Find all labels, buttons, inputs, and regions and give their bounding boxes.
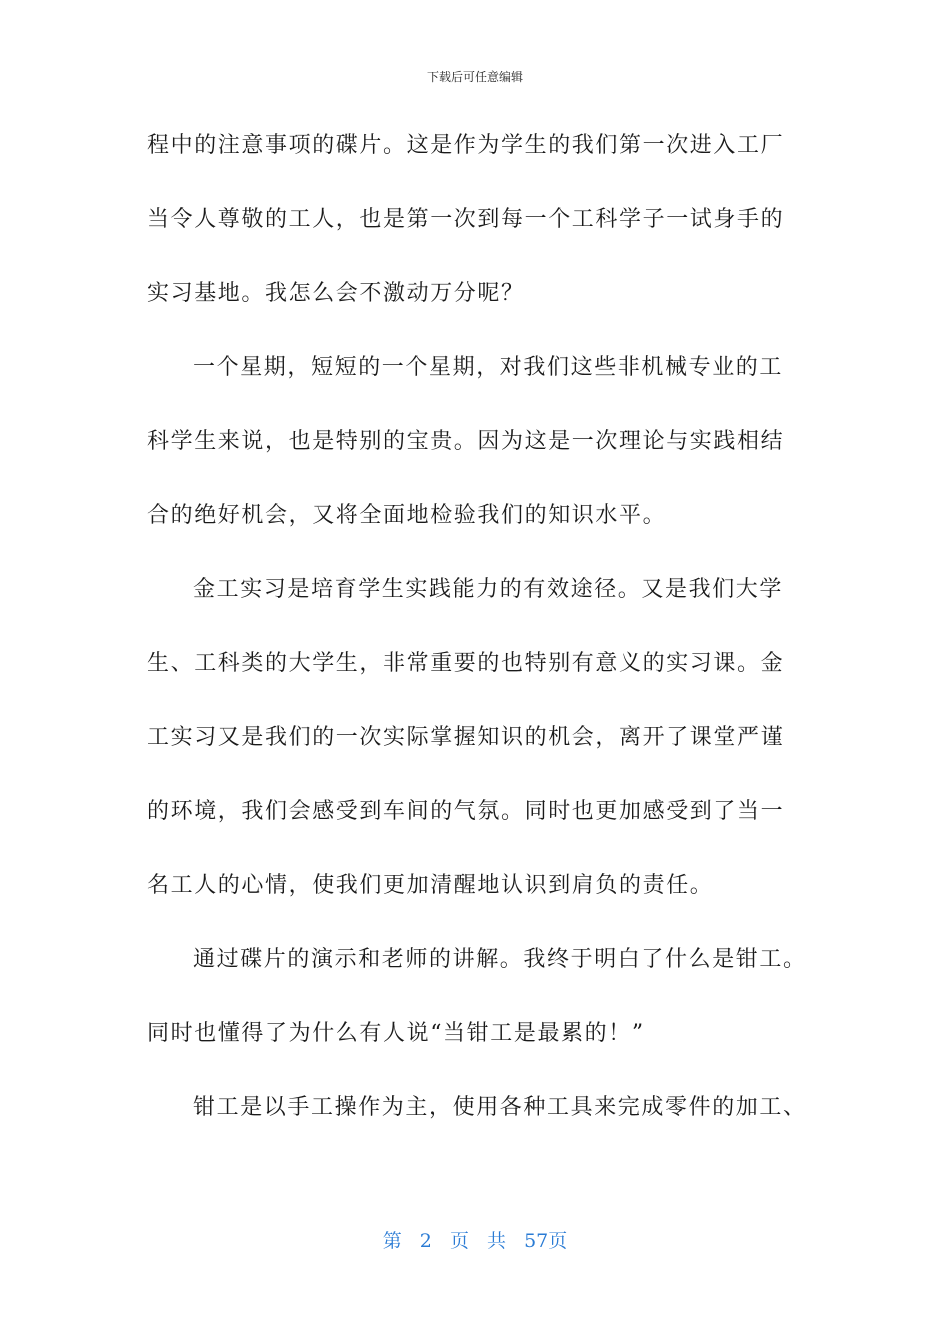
text-line-8: 生、工科类的大学生，非常重要的也特别有意义的实习课。金 [147,651,785,676]
header-text: 下载后可任意编辑 [426,70,523,84]
footer-current-page: 2 [419,1230,432,1252]
text-line-4: 一个星期，短短的一个星期，对我们这些非机械专业的工 [193,355,784,380]
text-line-10: 的环境，我们会感受到车间的气氛。同时也更加感受到了当一 [147,799,785,824]
text-line-13: 同时也懂得了为什么有人说“当钳工是最累的！” [147,1021,645,1046]
footer-total-pages: 57页 [524,1230,568,1252]
text-line-12: 通过碟片的演示和老师的讲解。我终于明白了什么是钳工。 [193,947,807,972]
page-footer [0,1226,950,1253]
text-line-6: 合的绝好机会，又将全面地检验我们的知识水平。 [147,503,667,528]
text-line-11: 名工人的心情，使我们更加清醒地认识到肩负的责任。 [147,873,714,898]
text-line-5: 科学生来说，也是特别的宝贵。因为这是一次理论与实践相结 [147,429,785,454]
footer-label-page: 第 [382,1230,402,1252]
text-line-1: 程中的注意事项的碟片。这是作为学生的我们第一次进入工厂 [147,133,785,158]
text-line-9: 工实习又是我们的一次实际掌握知识的机会，离开了课堂严谨 [147,725,785,750]
text-line-7: 金工实习是培育学生实践能力的有效途径。又是我们大学 [193,577,784,602]
text-line-3: 实习基地。我怎么会不激动万分呢？ [147,281,525,306]
footer-label-total: 共 [487,1230,507,1252]
page-header [0,68,950,85]
document-body [147,122,817,1158]
text-line-2: 当令人尊敬的工人，也是第一次到每一个工科学子一试身手的 [147,207,785,232]
footer-label-of: 页 [449,1230,469,1252]
text-line-14: 钳工是以手工操作为主，使用各种工具来完成零件的加工、 [193,1095,807,1120]
